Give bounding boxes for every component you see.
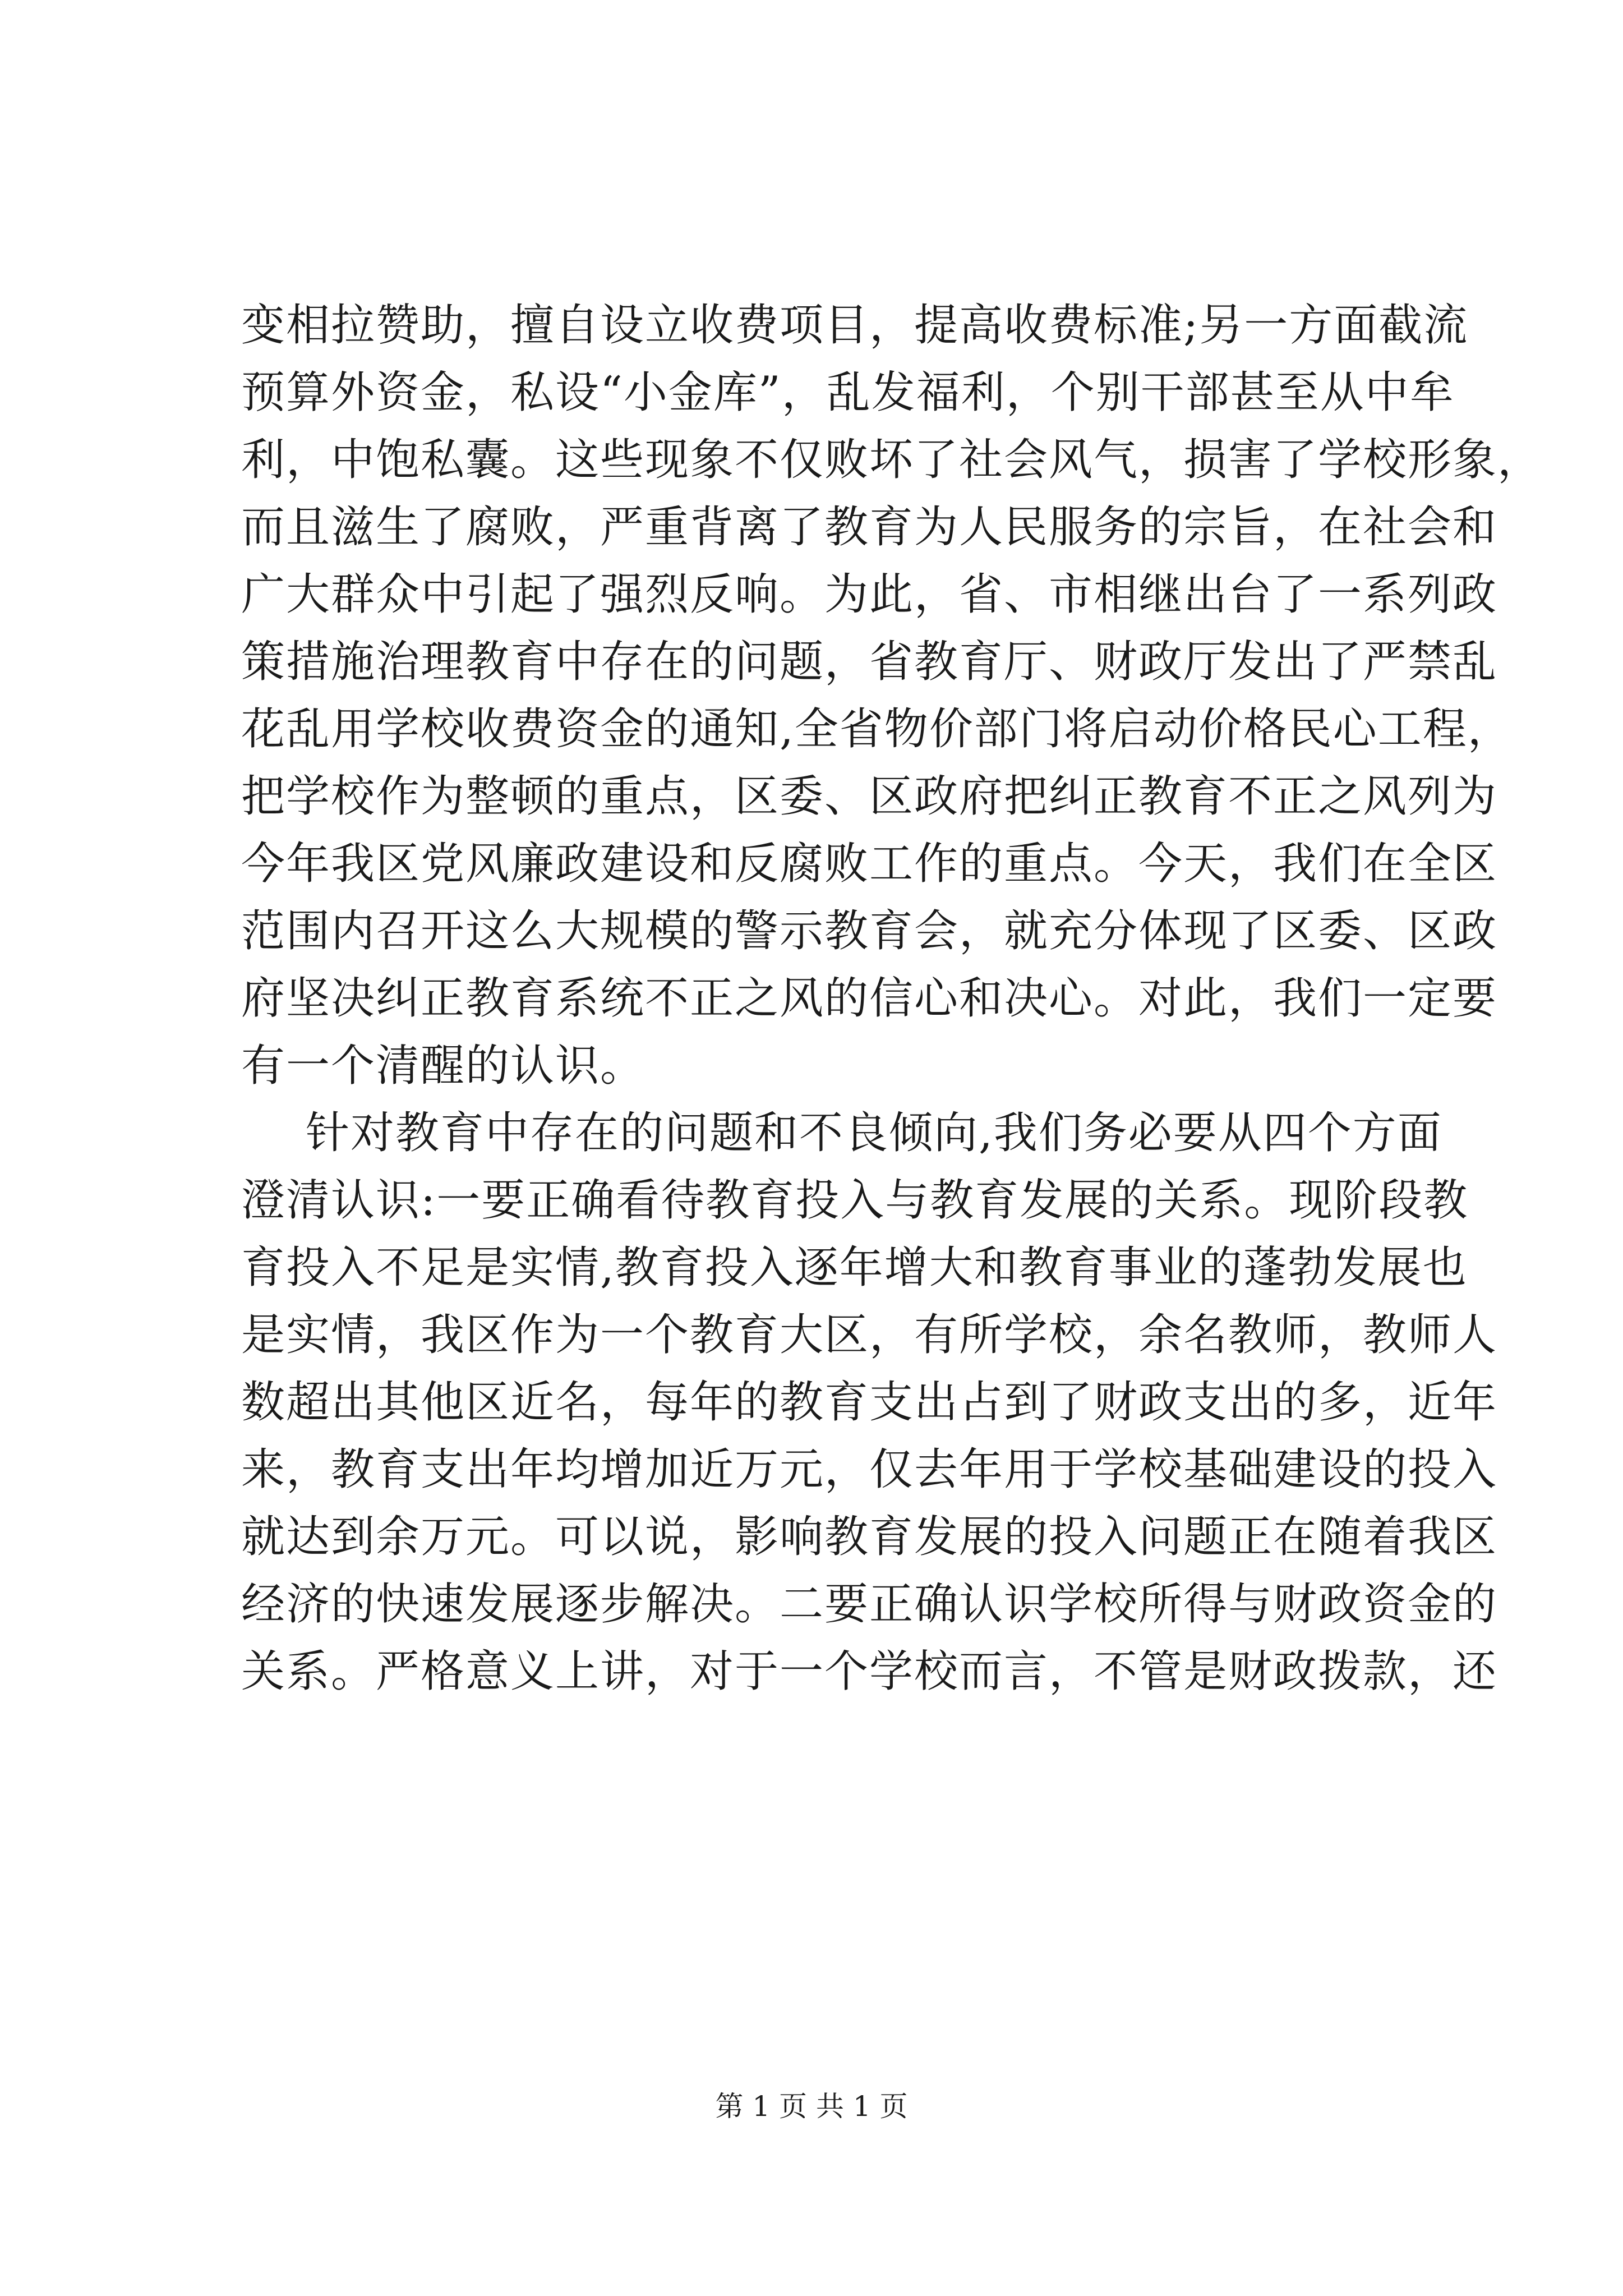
text-line: 而且滋生了腐败，严重背离了教育为人民服务的宗旨，在社会和 xyxy=(241,502,1498,553)
text-line: 经济的快速发展逐步解决。二要正确认识学校所得与财政资金的 xyxy=(241,1579,1498,1630)
text-line: 澄清认识:一要正确看待教育投入与教育发展的关系。现阶段教 xyxy=(241,1175,1469,1226)
text-line: 策措施治理教育中存在的问题，省教育厅、财政厅发出了严禁乱 xyxy=(241,637,1498,687)
text-line: 数超出其他区近名，每年的教育支出占到了财政支出的多，近年 xyxy=(241,1377,1498,1428)
text-line: 是实情，我区作为一个教育大区，有所学校，余名教师，教师人 xyxy=(241,1310,1498,1360)
text-line: 有一个清醒的认识。 xyxy=(241,1041,645,1091)
text-line: 育投入不足是实情,教育投入逐年增大和教育事业的蓬勃发展也 xyxy=(241,1243,1468,1293)
text-line: 范围内召开这么大规模的警示教育会，就充分体现了区委、区政 xyxy=(241,906,1498,956)
text-line: 变相拉赞助，擅自设立收费项目，提高收费标准;另一方面截流 xyxy=(241,300,1469,351)
text-line: 广大群众中引起了强烈反响。为此，省、市相继出台了一系列政 xyxy=(241,569,1498,620)
paragraph-first-line: 针对教育中存在的问题和不良倾向,我们务必要从四个方面 xyxy=(306,1108,1442,1158)
page-footer: 第 1 页 共 1 页 xyxy=(715,2090,908,2123)
text-line: 预算外资金，私设“小金库”，乱发福利，个别干部甚至从中牟 xyxy=(241,367,1455,418)
text-line: 关系。严格意义上讲，对于一个学校而言，不管是财政拨款，还 xyxy=(241,1646,1498,1697)
text-line: 把学校作为整顿的重点，区委、区政府把纠正教育不正之风列为 xyxy=(241,771,1498,822)
text-line: 今年我区党风廉政建设和反腐败工作的重点。今天，我们在全区 xyxy=(241,839,1498,889)
text-line: 利，中饱私囊。这些现象不仅败坏了社会风气，损害了学校形象， xyxy=(241,435,1543,485)
text-line: 府坚决纠正教育系统不正之风的信心和决心。对此，我们一定要 xyxy=(241,973,1498,1024)
text-line: 来，教育支出年均增加近万元，仅去年用于学校基础建设的投入 xyxy=(241,1444,1498,1495)
text-line: 花乱用学校收费资金的通知,全省物价部门将启动价格民心工程， xyxy=(241,704,1513,754)
text-line: 就达到余万元。可以说，影响教育发展的投入问题正在随着我区 xyxy=(241,1512,1498,1562)
